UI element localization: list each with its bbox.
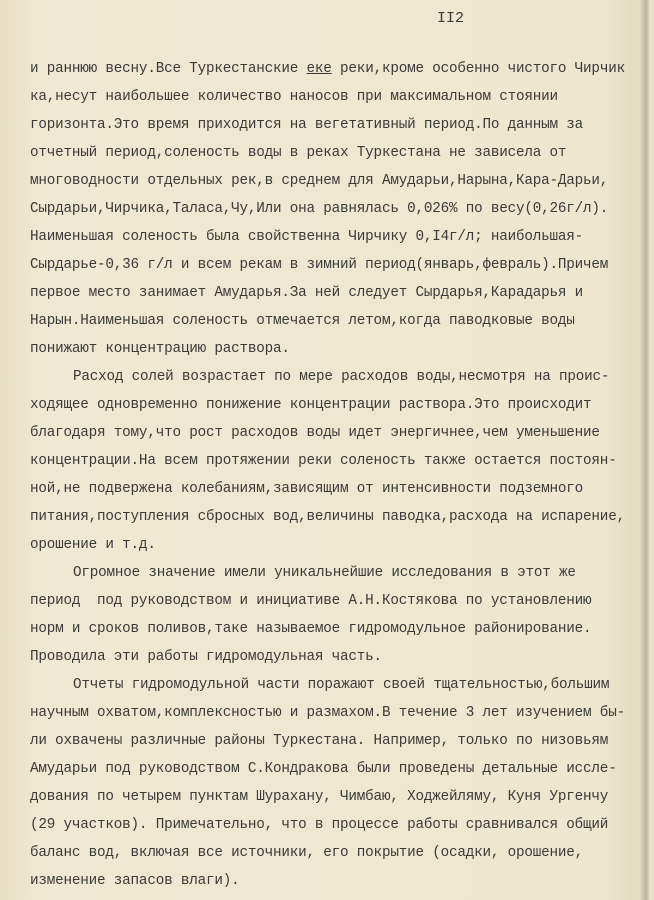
text-line: Сырдарье-0,36 г/л и всем рекам в зимний период(январь,февраль).Причем xyxy=(30,257,609,274)
body-text xyxy=(30,55,650,895)
text-line: Проводила эти работы гидромодульная часть. xyxy=(30,649,382,666)
text-line: понижают концентрацию раствора. xyxy=(30,341,290,358)
text-line: орошение и т.д. xyxy=(30,537,156,554)
text-line: норм и сроков поливов,таке называемое гидромодульное районирование. xyxy=(30,621,592,638)
text-fragment: реки,кроме особенно чистого Чирчик xyxy=(331,61,625,77)
corrected-word: еке xyxy=(306,61,332,77)
text-line: горизонта.Это время приходится на вегетативный период.По данным за xyxy=(30,117,584,134)
text-line: научным охватом,комплексностью и размахом.В течение 3 лет изучением бы- xyxy=(30,705,625,722)
text-line: концентрации.На всем протяжении реки соленость также остается постоян- xyxy=(30,453,617,470)
text-fragment: и раннюю весну.Все Туркестанские xyxy=(30,61,307,77)
text-line: благодаря тому,что рост расходов воды идет энергичнее,чем уменьшение xyxy=(30,425,600,442)
text-line: Амударьи под руководством С.Кондракова были проведены детальные иссле- xyxy=(30,761,617,778)
text-line: ной,не подвержена колебаниям,зависящим от интенсивности подземного xyxy=(30,481,584,498)
text-line: ли охвачены различные районы Туркестана. Например, только по низовьям xyxy=(30,733,609,750)
text-line: (29 участков). Примечательно, что в процессе работы сравнивался общий xyxy=(30,817,609,834)
page-number: II2 xyxy=(437,10,465,27)
text-line: период под руководством и инициативе А.Н.Костякова по установлению xyxy=(30,593,592,610)
text-line: многоводности отдельных рек,в среднем для Амударьи,Нарына,Кара-Дарьи, xyxy=(30,173,609,190)
text-line: ка,несут наибольшее количество наносов при максимальном стоянии xyxy=(30,89,558,106)
text-line: дования по четырем пунктам Шурахану, Чимбаю, Ходжейляму, Куня Ургенчу xyxy=(30,789,609,806)
text-line: Наименьшая соленость была свойственна Чирчику 0,I4г/л; наибольшая- xyxy=(30,229,584,246)
text-line xyxy=(30,55,650,83)
text-line: питания,поступления сбросных вод,величины паводка,расхода на испарение, xyxy=(30,509,625,526)
text-line: Нарын.Наименьшая соленость отмечается летом,когда паводковые воды xyxy=(30,313,575,330)
text-line: баланс вод, включая все источники, его покрытие (осадки, орошение, xyxy=(30,845,584,862)
text-line: ходящее одновременно понижение концентрации раствора.Это происходит xyxy=(30,397,592,414)
text-line: Огромное значение имели уникальнейшие исследования в этот же xyxy=(73,565,576,582)
text-line: изменение запасов влаги). xyxy=(30,873,240,890)
text-line: Сырдарьи,Чирчика,Таласа,Чу,Или она равнялась 0,026% по весу(0,26г/л). xyxy=(30,201,609,218)
text-line: Отчеты гидромодульной части поражают своей тщательностью,большим xyxy=(73,677,610,694)
text-line: отчетный период,соленость воды в реках Туркестана не зависела от xyxy=(30,145,567,162)
text-line: первое место занимает Амударья.За ней следует Сырдарья,Карадарья и xyxy=(30,285,584,302)
text-line: Расход солей возрастает по мере расходов воды,несмотря на проис- xyxy=(73,369,610,386)
